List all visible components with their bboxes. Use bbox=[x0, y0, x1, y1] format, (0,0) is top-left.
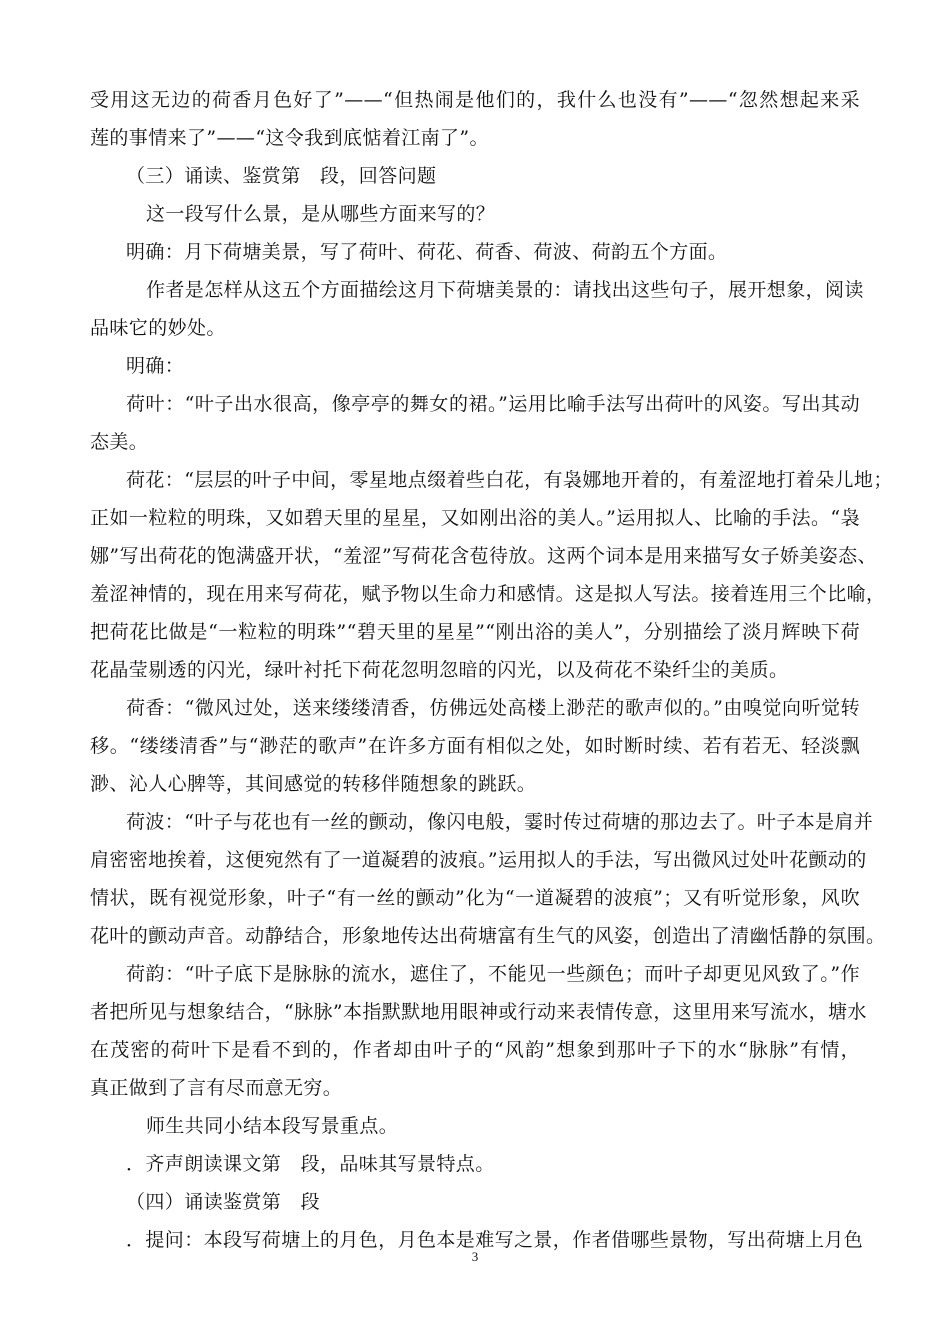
section-heading: （四）诵读鉴赏第 段 bbox=[126, 1191, 321, 1213]
text-line: 荷叶：“叶子出水很高，像亭亭的舞女的裙。”运用比喻手法写出荷叶的风姿。写出其动 bbox=[126, 393, 860, 415]
text-line: 在茂密的荷叶下是看不到的，作者却由叶子的“风韵”想象到那叶子下的水“脉脉”有情， bbox=[90, 1039, 860, 1061]
text-line: 真正做到了言有尽而意无穷。 bbox=[90, 1077, 343, 1099]
text-line: 情状，既有视觉形象，叶子“有一丝的颤动”化为“一道凝碧的波痕”；又有听觉形象，风吹 bbox=[90, 887, 860, 909]
text-line: 渺、沁人心脾等，其间感觉的转移伴随想象的跳跃。 bbox=[90, 773, 537, 795]
text-line: ．提问：本段写荷塘上的月色，月色本是难写之景，作者借哪些景物，写出荷塘上月色 bbox=[126, 1229, 864, 1251]
text-line: 移。“缕缕清香”与“渺茫的歌声”在许多方面有相似之处，如时断时续、若有若无、轻淡飘 bbox=[90, 735, 860, 757]
text-line: ．齐声朗读课文第 段，品味其写景特点。 bbox=[126, 1153, 495, 1175]
text-line: 荷韵：“叶子底下是脉脉的流水，遮住了，不能见一些颜色；而叶子却更见风致了。”作 bbox=[126, 963, 860, 985]
text-line: 品味它的妙处。 bbox=[90, 317, 226, 339]
text-line: 明确：月下荷塘美景，写了荷叶、荷花、荷香、荷波、荷韵五个方面。 bbox=[126, 241, 728, 263]
text-line: 把荷花比做是“一粒粒的明珠”“碧天里的星星”“刚出浴的美人”，分别描绘了淡月辉映下荷 bbox=[90, 621, 860, 643]
text-line: 荷波：“叶子与花也有一丝的颤动，像闪电般，霎时传过荷塘的那边去了。叶子本是肩并 bbox=[126, 811, 874, 833]
text-line: 这一段写什么景，是从哪些方面来写的？ bbox=[146, 203, 496, 225]
text-line: 正如一粒粒的明珠，又如碧天里的星星，又如刚出浴的美人。”运用拟人、比喻的手法。“袅 bbox=[90, 507, 860, 529]
text-line: 明确： bbox=[126, 355, 185, 377]
text-line: 花叶的颤动声音。动静结合，形象地传达出荷塘富有生气的风姿，创造出了清幽恬静的氛围。 bbox=[90, 925, 886, 947]
text-line: 肩密密地挨着，这便宛然有了一道凝碧的波痕。”运用拟人的手法，写出微风过处叶花颤动的 bbox=[90, 849, 867, 871]
text-line: 羞涩神情的，现在用来写荷花，赋予物以生命力和感情。这是拟人写法。接着连用三个比喻， bbox=[90, 583, 886, 605]
page-number: 3 bbox=[471, 1249, 479, 1264]
text-line: 作者是怎样从这五个方面描绘这月下荷塘美景的：请找出这些句子，展开想象，阅读 bbox=[146, 279, 864, 301]
text-line: 师生共同小结本段写景重点。 bbox=[146, 1115, 399, 1137]
text-line: 受用这无边的荷香月色好了”——“但热闹是他们的，我什么也没有”——“忽然想起来采 bbox=[90, 89, 860, 111]
text-line: 娜”写出荷花的饱满盛开状，“羞涩”写荷花含苞待放。这两个词本是用来描写女子娇美姿态、 bbox=[90, 545, 877, 567]
section-heading: （三）诵读、鉴赏第 段，回答问题 bbox=[126, 165, 437, 187]
text-line: 荷花：“层层的叶子中间，零星地点缀着些白花，有袅娜地开着的，有羞涩地打着朵儿地； bbox=[126, 469, 893, 491]
text-line: 态美。 bbox=[90, 431, 149, 453]
text-line: 莲的事情来了”——“这令我到底惦着江南了”。 bbox=[90, 127, 489, 149]
text-line: 花晶莹剔透的闪光，绿叶衬托下荷花忽明忽暗的闪光，以及荷花不染纤尘的美质。 bbox=[90, 659, 789, 681]
text-line: 者把所见与想象结合，“脉脉”本指默默地用眼神或行动来表情传意，这里用来写流水，塘水 bbox=[90, 1001, 867, 1023]
text-line: 荷香：“微风过处，送来缕缕清香，仿佛远处高楼上渺茫的歌声似的。”由嗅觉向听觉转 bbox=[126, 697, 860, 719]
